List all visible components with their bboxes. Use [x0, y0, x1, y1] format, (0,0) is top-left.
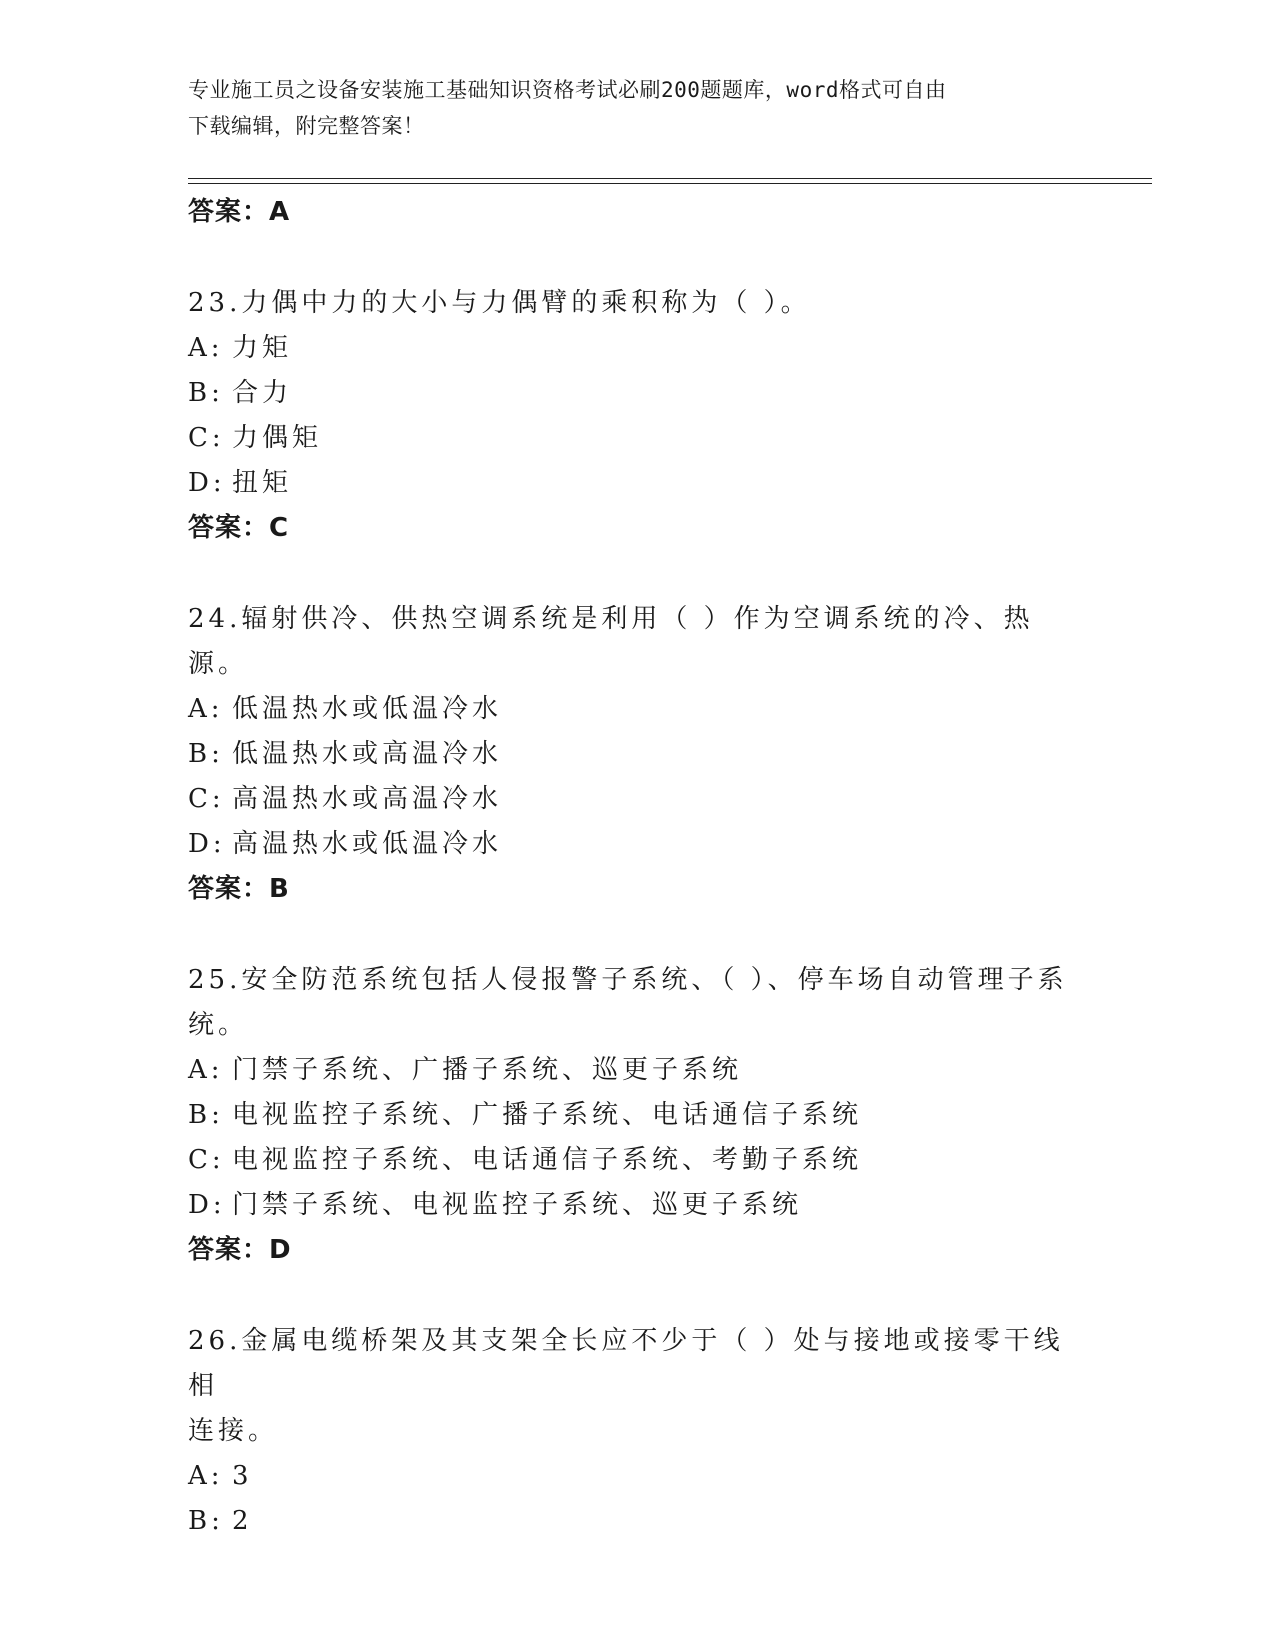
option-text: 低温热水或低温冷水: [232, 694, 503, 724]
option-text: 高温热水或高温冷水: [232, 784, 503, 814]
answer: 答案：C: [188, 513, 290, 543]
document-header: [188, 72, 1088, 144]
question-list: [188, 190, 1088, 1544]
option-text: 力矩: [232, 333, 293, 363]
option-a: [188, 326, 1088, 371]
option-d: [188, 822, 1088, 867]
header-title-line-1: 专业施工员之设备安装施工基础知识资格考试必刷200题题库，word格式可自由: [188, 78, 947, 102]
question-stem-continued: 连接。: [188, 1416, 279, 1446]
previous-answer: 答案：A: [188, 197, 291, 227]
option-key: C:: [188, 1145, 225, 1175]
header-divider-bottom: [188, 183, 1152, 184]
option-key: B:: [188, 378, 224, 408]
option-key: B:: [188, 1506, 224, 1536]
option-b: [188, 371, 1088, 416]
option-text: 电视监控子系统、广播子系统、电话通信子系统: [232, 1100, 863, 1130]
option-text: 2: [232, 1506, 253, 1536]
option-key: A:: [188, 1055, 224, 1085]
question-23: [188, 281, 1088, 550]
option-key: A:: [188, 1461, 224, 1491]
option-key: D:: [188, 829, 226, 859]
option-c: [188, 416, 1088, 461]
option-c: [188, 777, 1088, 822]
option-text: 力偶矩: [232, 423, 323, 453]
header-divider-top: [188, 178, 1152, 179]
question-26: [188, 1319, 1088, 1544]
option-a: [188, 1454, 1088, 1499]
option-text: 高温热水或低温冷水: [232, 829, 503, 859]
option-b: [188, 1499, 1088, 1544]
question-stem: 25.安全防范系统包括人侵报警子系统、（ ）、停车场自动管理子系: [188, 965, 1068, 995]
option-b: [188, 732, 1088, 777]
option-b: [188, 1093, 1088, 1138]
option-key: C:: [188, 784, 225, 814]
option-text: 门禁子系统、电视监控子系统、巡更子系统: [232, 1190, 803, 1220]
answer: 答案：D: [188, 1235, 292, 1265]
option-key: D:: [188, 468, 226, 498]
option-text: 门禁子系统、广播子系统、巡更子系统: [232, 1055, 743, 1085]
option-key: C:: [188, 423, 225, 453]
option-key: A:: [188, 694, 224, 724]
option-key: B:: [188, 739, 224, 769]
question-stem: 26.金属电缆桥架及其支架全长应不少于（ ）处与接地或接零干线相: [188, 1326, 1064, 1401]
option-text: 扭矩: [232, 468, 293, 498]
answer: 答案：B: [188, 874, 290, 904]
option-c: [188, 1138, 1088, 1183]
option-a: [188, 687, 1088, 732]
option-text: 低温热水或高温冷水: [232, 739, 503, 769]
question-24: [188, 597, 1088, 911]
option-key: B:: [188, 1100, 224, 1130]
option-text: 3: [232, 1461, 253, 1491]
option-key: D:: [188, 1190, 226, 1220]
option-key: A:: [188, 333, 224, 363]
option-d: [188, 1183, 1088, 1228]
header-title-line-2: 下载编辑，附完整答案！: [188, 114, 425, 138]
option-d: [188, 461, 1088, 506]
question-stem-continued: 统。: [188, 1010, 249, 1040]
question-25: [188, 958, 1088, 1272]
option-text: 电视监控子系统、电话通信子系统、考勤子系统: [232, 1145, 863, 1175]
option-text: 合力: [232, 378, 293, 408]
question-stem: 24.辐射供冷、供热空调系统是利用（ ）作为空调系统的冷、热源。: [188, 604, 1034, 679]
question-stem: 23.力偶中力的大小与力偶臂的乘积称为（ ）。: [188, 288, 811, 318]
option-a: [188, 1048, 1088, 1093]
